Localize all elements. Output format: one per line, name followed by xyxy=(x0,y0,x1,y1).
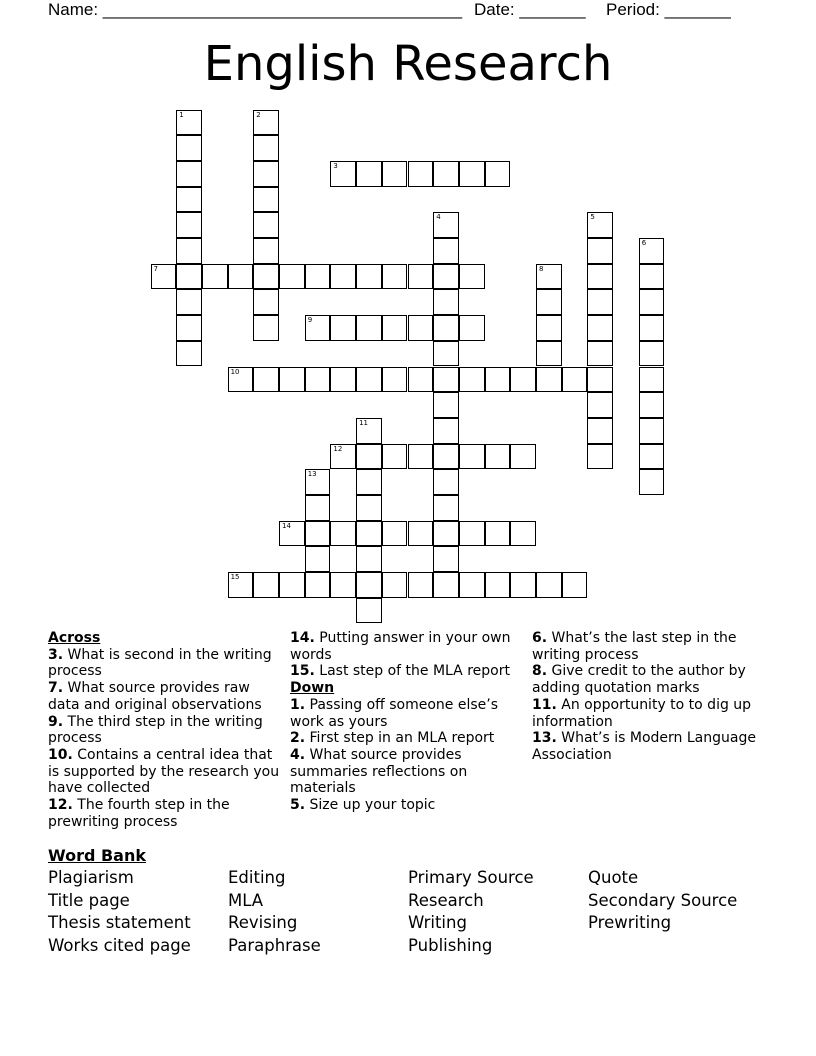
crossword-cell[interactable] xyxy=(433,444,459,470)
name-field-label: Name: ______________________________________ xyxy=(48,0,463,19)
crossword-cell[interactable] xyxy=(279,264,305,290)
crossword-cell[interactable] xyxy=(485,572,511,598)
crossword-cell[interactable] xyxy=(305,546,331,572)
crossword-cell[interactable] xyxy=(459,264,485,290)
clue-down-1: 1. Passing off someone else’s work as yours xyxy=(290,696,499,730)
crossword-cell[interactable] xyxy=(356,264,382,290)
crossword-cell[interactable] xyxy=(433,341,459,367)
crossword-cell[interactable] xyxy=(536,341,562,367)
crossword-cell[interactable] xyxy=(176,341,202,367)
clue-number: 12 xyxy=(333,444,343,453)
crossword-cell[interactable] xyxy=(433,161,459,187)
crossword-cell[interactable] xyxy=(587,238,613,264)
clue-down-5: 5. Size up your topic xyxy=(290,797,436,814)
crossword-cell[interactable] xyxy=(176,264,202,290)
crossword-cell[interactable] xyxy=(639,444,665,470)
word-bank-word: Publishing xyxy=(408,935,493,955)
crossword-cell[interactable] xyxy=(587,289,613,315)
crossword-cell[interactable] xyxy=(305,264,331,290)
word-bank-title: Word Bank xyxy=(48,846,147,865)
word-bank-word: Revising xyxy=(228,913,298,933)
clue-down-8: 8. Give credit to the author by adding quotation marks xyxy=(532,663,746,697)
word-bank-word: Title page xyxy=(48,890,130,910)
crossword-cell[interactable] xyxy=(433,212,459,238)
crossword-cell[interactable] xyxy=(587,264,613,290)
crossword-cell[interactable] xyxy=(228,264,254,290)
crossword-cell[interactable] xyxy=(305,572,331,598)
crossword-cell[interactable] xyxy=(253,135,279,161)
crossword-cell[interactable] xyxy=(202,264,228,290)
clue-across-14: 14. Putting answer in your own words xyxy=(290,630,511,663)
crossword-cell[interactable] xyxy=(382,367,408,393)
crossword-cell[interactable] xyxy=(587,212,613,238)
crossword-cell[interactable] xyxy=(510,572,536,598)
crossword-cell[interactable] xyxy=(228,367,254,393)
crossword-cell[interactable] xyxy=(356,161,382,187)
clue-across-15: 15. Last step of the MLA report xyxy=(290,663,510,680)
clue-down-13: 13. What’s is Modern Language Association xyxy=(532,730,756,763)
clue-number: 10 xyxy=(230,367,240,376)
crossword-cell[interactable] xyxy=(356,469,382,495)
crossword-cell[interactable] xyxy=(305,495,331,521)
crossword-cell[interactable] xyxy=(587,341,613,367)
crossword-cell[interactable] xyxy=(485,444,511,470)
crossword-cell[interactable] xyxy=(279,572,305,598)
crossword-cell[interactable] xyxy=(356,546,382,572)
crossword-cell[interactable] xyxy=(330,572,356,598)
word-bank-column-1 xyxy=(48,867,191,957)
crossword-cell[interactable] xyxy=(459,572,485,598)
crossword-cell[interactable] xyxy=(253,187,279,213)
clue-number: 3 xyxy=(333,161,338,170)
word-bank-column-2 xyxy=(228,867,321,957)
down-heading: Down xyxy=(290,680,335,697)
crossword-cell[interactable] xyxy=(536,264,562,290)
crossword-cell[interactable] xyxy=(330,264,356,290)
crossword-cell[interactable] xyxy=(433,572,459,598)
crossword-cell[interactable] xyxy=(587,418,613,444)
crossword-cell[interactable] xyxy=(253,238,279,264)
crossword-cell[interactable] xyxy=(433,521,459,547)
crossword-cell[interactable] xyxy=(408,572,434,598)
crossword-cell[interactable] xyxy=(536,367,562,393)
clue-number: 9 xyxy=(307,316,313,325)
crossword-cell[interactable] xyxy=(382,315,408,341)
crossword-cell[interactable] xyxy=(639,264,665,290)
clue-across-9: 9. The third step in the writing process xyxy=(48,713,263,747)
crossword-cell[interactable] xyxy=(433,495,459,521)
crossword-cell[interactable] xyxy=(639,341,665,367)
word-bank-word: Secondary Source xyxy=(588,890,738,910)
crossword-cell[interactable] xyxy=(433,418,459,444)
crossword-cell[interactable] xyxy=(253,367,279,393)
crossword-cell[interactable] xyxy=(176,110,202,136)
crossword-cell[interactable] xyxy=(356,315,382,341)
clue-number: 11 xyxy=(359,418,369,427)
crossword-cell[interactable] xyxy=(408,264,434,290)
crossword-cell[interactable] xyxy=(562,572,588,598)
crossword-cell[interactable] xyxy=(459,315,485,341)
clue-number: 1 xyxy=(179,110,184,119)
across-heading: Across xyxy=(48,630,101,646)
crossword-cell[interactable] xyxy=(562,367,588,393)
clue-number: 2 xyxy=(256,110,261,119)
clue-down-2: 2. First step in an MLA report xyxy=(290,730,495,747)
crossword-cell[interactable] xyxy=(279,521,305,547)
crossword-cell[interactable] xyxy=(587,315,613,341)
word-bank-word: MLA xyxy=(228,890,264,910)
word-bank-word: Editing xyxy=(228,868,286,887)
crossword-cell[interactable] xyxy=(459,367,485,393)
clue-number: 13 xyxy=(307,470,317,479)
crossword-cell[interactable] xyxy=(176,315,202,341)
crossword-cell[interactable] xyxy=(433,289,459,315)
crossword-cell[interactable] xyxy=(587,392,613,418)
crossword-cell[interactable] xyxy=(639,418,665,444)
crossword-cell[interactable] xyxy=(176,289,202,315)
crossword-cell[interactable] xyxy=(408,444,434,470)
clue-number: 8 xyxy=(539,264,544,273)
crossword-cell[interactable] xyxy=(382,521,408,547)
crossword-cell[interactable] xyxy=(356,521,382,547)
crossword-cell[interactable] xyxy=(459,521,485,547)
crossword-cell[interactable] xyxy=(151,264,177,290)
clues-column-3 xyxy=(532,630,767,764)
clue-down-11: 11. An opportunity to to dig up information xyxy=(532,696,752,730)
date-field-label: Date: _______ xyxy=(474,0,586,19)
word-bank-column-3 xyxy=(408,867,534,957)
clues-column-1 xyxy=(48,630,280,830)
crossword-cell[interactable] xyxy=(253,264,279,290)
crossword-cell[interactable] xyxy=(587,444,613,470)
crossword-cell[interactable] xyxy=(356,598,382,624)
word-bank-word: Paraphrase xyxy=(228,935,321,955)
crossword-cell[interactable] xyxy=(253,110,279,136)
crossword-cell[interactable] xyxy=(408,315,434,341)
crossword-cell[interactable] xyxy=(279,367,305,393)
crossword-cell[interactable] xyxy=(330,444,356,470)
crossword-cell[interactable] xyxy=(356,444,382,470)
clues-column-2 xyxy=(290,630,515,814)
crossword-cell[interactable] xyxy=(408,367,434,393)
crossword-cell[interactable] xyxy=(433,264,459,290)
crossword-cell[interactable] xyxy=(253,289,279,315)
crossword-cell[interactable] xyxy=(433,469,459,495)
word-bank-word: Thesis statement xyxy=(48,913,191,933)
crossword-cell[interactable] xyxy=(330,315,356,341)
crossword-cell[interactable] xyxy=(356,367,382,393)
crossword-cell[interactable] xyxy=(433,367,459,393)
crossword-cell[interactable] xyxy=(510,521,536,547)
period-field-label: Period: _______ xyxy=(606,0,731,19)
crossword-cell[interactable] xyxy=(305,315,331,341)
crossword-cell[interactable] xyxy=(510,444,536,470)
crossword-cell[interactable] xyxy=(459,444,485,470)
crossword-cell[interactable] xyxy=(485,521,511,547)
crossword-cell[interactable] xyxy=(253,572,279,598)
crossword-cell[interactable] xyxy=(485,161,511,187)
crossword-cell[interactable] xyxy=(356,418,382,444)
crossword-cell[interactable] xyxy=(305,367,331,393)
crossword-cell[interactable] xyxy=(382,572,408,598)
crossword-cell[interactable] xyxy=(176,238,202,264)
crossword-cell[interactable] xyxy=(639,315,665,341)
crossword-cell[interactable] xyxy=(433,315,459,341)
clue-number: 7 xyxy=(153,264,158,273)
clue-across-7: 7. What source provides raw data and original observations xyxy=(48,680,262,713)
page-title: English Research xyxy=(203,36,613,92)
word-bank-word: Primary Source xyxy=(408,868,534,887)
clue-number: 6 xyxy=(641,239,647,247)
word-bank-word: Works cited page xyxy=(48,935,191,955)
crossword-cell[interactable] xyxy=(176,161,202,187)
crossword-cell[interactable] xyxy=(253,315,279,341)
crossword-cell[interactable] xyxy=(228,572,254,598)
crossword-cell[interactable] xyxy=(382,264,408,290)
crossword-cell[interactable] xyxy=(305,521,331,547)
crossword-cell[interactable] xyxy=(305,469,331,495)
crossword-cell[interactable] xyxy=(176,135,202,161)
crossword-cell[interactable] xyxy=(485,367,511,393)
crossword-cell[interactable] xyxy=(587,367,613,393)
word-bank-word: Quote xyxy=(588,868,639,887)
crossword-cell[interactable] xyxy=(176,187,202,213)
word-bank-word: Writing xyxy=(408,913,467,933)
crossword-cell[interactable] xyxy=(330,367,356,393)
word-bank-word: Research xyxy=(408,890,484,910)
clue-across-3: 3. What is second in the writing process xyxy=(48,646,272,680)
clue-number: 4 xyxy=(436,213,441,222)
clue-number: 15 xyxy=(230,573,240,582)
crossword-cell[interactable] xyxy=(408,161,434,187)
crossword-cell[interactable] xyxy=(408,521,434,547)
word-bank-word: Plagiarism xyxy=(48,868,134,887)
crossword-cell[interactable] xyxy=(536,572,562,598)
clue-number: 14 xyxy=(282,521,291,530)
clue-down-4: 4. What source provides summaries reflections on materials xyxy=(290,746,468,797)
crossword-cell[interactable] xyxy=(639,367,665,393)
clue-number: 5 xyxy=(590,213,595,222)
crossword-cell[interactable] xyxy=(433,546,459,572)
word-bank-word: Prewriting xyxy=(588,913,672,933)
crossword-cell[interactable] xyxy=(382,161,408,187)
crossword-cell[interactable] xyxy=(330,521,356,547)
crossword-cell[interactable] xyxy=(510,367,536,393)
crossword-cell[interactable] xyxy=(176,212,202,238)
crossword-cell[interactable] xyxy=(433,392,459,418)
clue-across-10: 10. Contains a central idea that is supported by the research you have collected xyxy=(48,746,280,797)
crossword-cell[interactable] xyxy=(382,444,408,470)
crossword-cell[interactable] xyxy=(639,469,665,495)
crossword-cell[interactable] xyxy=(356,495,382,521)
crossword-cell[interactable] xyxy=(639,238,665,264)
crossword-cell[interactable] xyxy=(536,315,562,341)
crossword-cell[interactable] xyxy=(459,161,485,187)
crossword-cell[interactable] xyxy=(253,212,279,238)
crossword-cell[interactable] xyxy=(433,238,459,264)
clue-across-12: 12. The fourth step in the prewriting process xyxy=(48,797,230,830)
crossword-cell[interactable] xyxy=(639,392,665,418)
crossword-cell[interactable] xyxy=(330,161,356,187)
crossword-cell[interactable] xyxy=(356,572,382,598)
clue-down-6: 6. What’s the last step in the writing process xyxy=(532,630,737,663)
word-bank-column-4 xyxy=(588,867,737,935)
crossword-cell[interactable] xyxy=(536,289,562,315)
crossword-cell[interactable] xyxy=(639,289,665,315)
crossword-cell[interactable] xyxy=(253,161,279,187)
